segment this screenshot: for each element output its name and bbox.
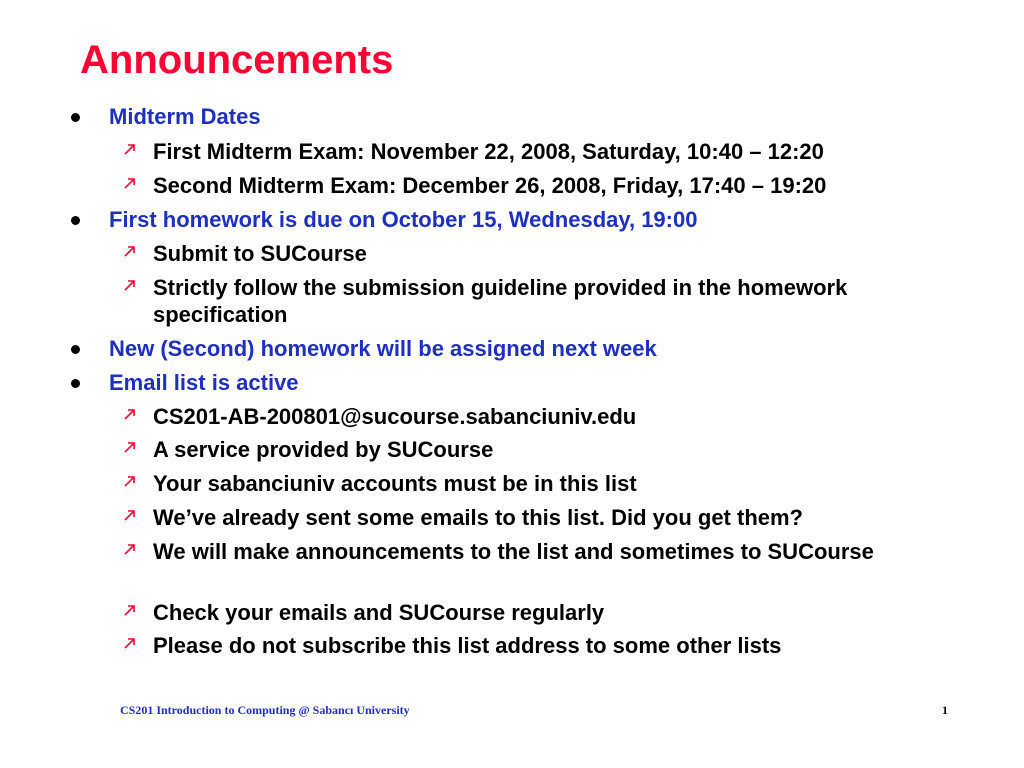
arrow-bullet-icon <box>123 278 137 292</box>
arrow-bullet-icon <box>123 508 137 522</box>
bullet-dot-icon <box>71 113 80 122</box>
slide-title: Announcements <box>80 38 394 82</box>
sub-item <box>153 138 953 165</box>
sub-item <box>153 240 953 267</box>
list-item-heading: New (Second) homework will be assigned next week <box>109 336 657 361</box>
arrow-bullet-icon <box>123 440 137 454</box>
arrow-bullet-icon <box>123 176 137 190</box>
arrow-bullet-icon <box>123 407 137 421</box>
arrow-bullet-icon <box>123 474 137 488</box>
sub-item <box>153 504 953 531</box>
sub-item <box>153 470 953 497</box>
arrow-bullet-icon <box>123 636 137 650</box>
sub-item <box>153 172 953 199</box>
list-item-heading: First homework is due on October 15, Wednesday, 19:00 <box>109 207 698 232</box>
sub-item-text: Second Midterm Exam: December 26, 2008, Friday, 17:40 – 19:20 <box>153 173 827 198</box>
arrow-bullet-icon <box>123 142 137 156</box>
sub-item-text: Strictly follow the submission guideline provided in the homework specification <box>153 275 848 327</box>
page-number: 1 <box>942 703 948 717</box>
bullet-dot-icon <box>71 345 80 354</box>
sub-item-text: We will make announcements to the list and sometimes to SUCourse <box>153 539 874 564</box>
sub-item-text: Your sabanciuniv accounts must be in this list <box>153 471 637 496</box>
arrow-bullet-icon <box>123 542 137 556</box>
bullet-dot-icon <box>71 379 80 388</box>
sub-item <box>153 538 893 565</box>
list-item-midterm-dates <box>109 103 261 130</box>
sub-item <box>153 436 953 463</box>
sub-item <box>153 403 953 430</box>
sub-item-text: Please do not subscribe this list address to some other lists <box>153 633 782 658</box>
list-item-email-list <box>109 369 299 396</box>
sub-item <box>153 274 853 328</box>
list-item-heading: Midterm Dates <box>109 104 261 129</box>
list-item-homework-due <box>109 206 697 233</box>
sub-item-text: Submit to SUCourse <box>153 241 367 266</box>
sub-item <box>153 632 953 659</box>
sub-item-text: CS201-AB-200801@sucourse.sabanciuniv.edu <box>153 404 637 429</box>
list-item-new-homework <box>109 335 657 362</box>
sub-item-text: Check your emails and SUCourse regularly <box>153 600 605 625</box>
list-item-heading: Email list is active <box>109 370 299 395</box>
arrow-bullet-icon <box>123 603 137 617</box>
sub-item-text: A service provided by SUCourse <box>153 437 494 462</box>
bullet-dot-icon <box>71 216 80 225</box>
slide-footer: CS201 Introduction to Computing @ Sabancı University <box>120 703 410 717</box>
sub-item <box>153 599 953 626</box>
sub-item-text: We’ve already sent some emails to this list. Did you get them? <box>153 505 803 530</box>
sub-item-text: First Midterm Exam: November 22, 2008, Saturday, 10:40 – 12:20 <box>153 139 824 164</box>
arrow-bullet-icon <box>123 244 137 258</box>
